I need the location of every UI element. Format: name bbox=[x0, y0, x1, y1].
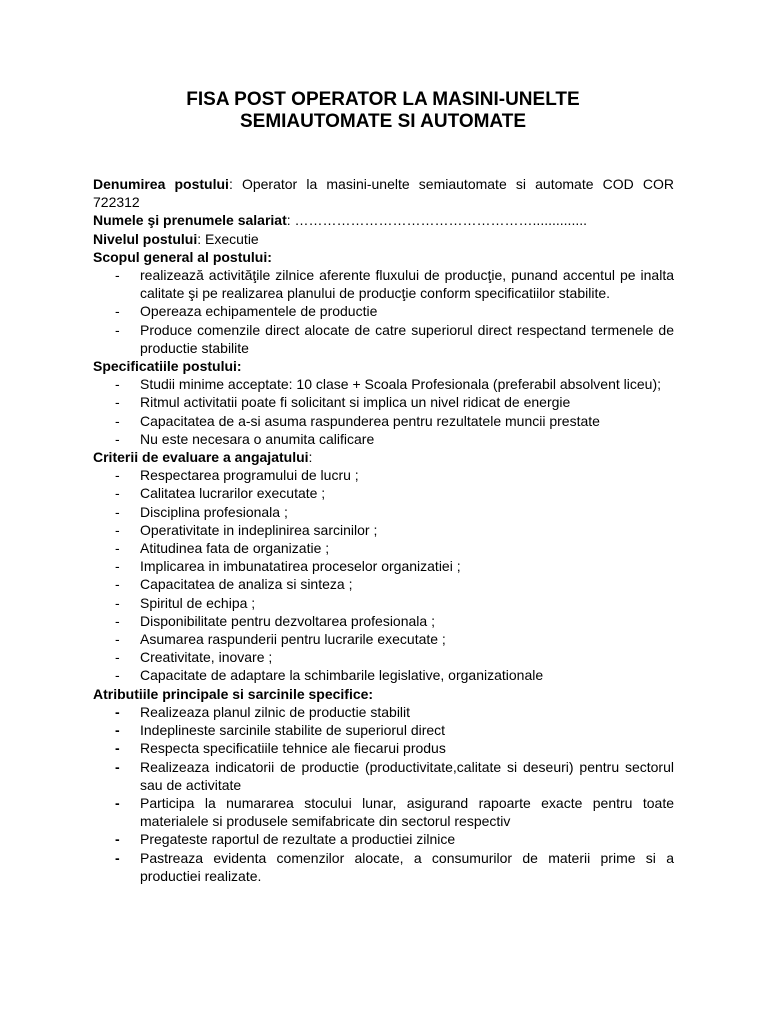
field-numele-label: Numele şi prenumele salariat bbox=[93, 212, 287, 229]
list-item: - Participa la numararea stocului lunar, asigurand rapoarte exacte pentru toate materialele si produsele semifabricate din sectorul respectiv bbox=[115, 794, 674, 830]
list-item: - Produce comenzile direct alocate de catre superiorul direct respectand termenele de productie stabilite bbox=[115, 321, 674, 356]
list-item: - Calitatea lucrarilor executate ; bbox=[115, 485, 326, 502]
field-nivelul bbox=[93, 230, 674, 248]
list-item: - Atitudinea fata de organizatie ; bbox=[115, 540, 330, 557]
list-item: - Asumarea raspunderii pentru lucrarile executate ; bbox=[115, 631, 446, 648]
document-body bbox=[93, 175, 674, 885]
field-numele bbox=[93, 211, 674, 229]
list-item: - Creativitate, inovare ; bbox=[115, 649, 273, 666]
bullet-dash: - bbox=[115, 631, 120, 648]
bullet-dash: - bbox=[115, 612, 120, 629]
list-scopul bbox=[93, 266, 674, 357]
list-atributiile bbox=[93, 703, 674, 885]
section-heading-criterii: Criterii de evaluare a angajatului: bbox=[93, 449, 313, 466]
section-heading-scopul: Scopul general al postului: bbox=[93, 248, 272, 265]
list-item: - Indeplineste sarcinile stabilite de superiorul direct bbox=[115, 722, 446, 739]
list-item: - Implicarea in imbunatatirea proceselor organizatiei ; bbox=[115, 558, 461, 575]
list-item: - Pastreaza evidenta comenzilor alocate, a consumurilor de materii prime si a productiei realizate. bbox=[115, 849, 674, 884]
title-line-2: SEMIAUTOMATE SI AUTOMATE bbox=[239, 111, 527, 132]
bullet-dash: - bbox=[115, 321, 120, 338]
list-item: - realizează activităţile zilnice aferente fluxului de producţie, punand accentul pe inalta calitate şi pe realizarea planului de producţie conform specificatiilor stabilite. bbox=[115, 267, 674, 302]
section-heading-specificatiile: Specificatiile postului: bbox=[93, 358, 242, 375]
list-item: - Ritmul activitatii poate fi solicitant si implica un nivel ridicat de energie bbox=[115, 394, 571, 411]
bullet-dash: - bbox=[115, 703, 120, 720]
bullet-dash: - bbox=[115, 667, 120, 684]
list-item: - Opereaza echipamentele de productie bbox=[115, 303, 378, 320]
bullet-dash: - bbox=[115, 376, 120, 393]
bullet-dash: - bbox=[115, 394, 120, 411]
section-heading-atributiile: Atributiile principale si sarcinile specifice: bbox=[93, 685, 374, 702]
list-criterii bbox=[93, 466, 674, 684]
list-item: - Realizeaza indicatorii de productie (productivitate,calitate si deseuri) pentru sectorul sau de activitate bbox=[115, 758, 674, 793]
list-item: - Studii minime acceptate: 10 clase + Scoala Profesionala (preferabil absolvent liceu); bbox=[115, 376, 662, 393]
bullet-dash: - bbox=[115, 576, 120, 593]
list-item: - Disponibilitate pentru dezvoltarea profesionala ; bbox=[115, 612, 435, 629]
bullet-dash: - bbox=[115, 740, 120, 757]
bullet-dash: - bbox=[115, 540, 120, 557]
bullet-dash: - bbox=[115, 467, 120, 484]
document-title bbox=[93, 89, 673, 133]
bullet-dash: - bbox=[115, 503, 120, 520]
list-item: - Respectarea programului de lucru ; bbox=[115, 467, 359, 484]
bullet-dash: - bbox=[115, 758, 120, 775]
bullet-dash: - bbox=[115, 521, 120, 538]
list-item: - Realizeaza planul zilnic de productie stabilit bbox=[115, 703, 411, 720]
bullet-dash: - bbox=[115, 485, 120, 502]
list-item: - Capacitatea de analiza si sinteza ; bbox=[115, 576, 353, 593]
bullet-dash: - bbox=[115, 412, 120, 429]
bullet-dash: - bbox=[115, 303, 120, 320]
field-denumire-label: Denumirea postului bbox=[93, 176, 229, 192]
field-nivelul-label: Nivelul postului bbox=[93, 230, 198, 247]
list-specificatiile bbox=[93, 375, 674, 448]
bullet-dash: - bbox=[115, 649, 120, 666]
list-item: - Nu este necesara o anumita calificare bbox=[115, 430, 375, 447]
field-denumire bbox=[93, 175, 674, 211]
bullet-dash: - bbox=[115, 430, 120, 447]
bullet-dash: - bbox=[115, 594, 120, 611]
list-item: - Disciplina profesionala ; bbox=[115, 503, 288, 520]
list-item: - Respecta specificatiile tehnice ale fiecarui produs bbox=[115, 740, 446, 757]
list-item: - Spiritul de echipa ; bbox=[115, 594, 256, 611]
list-item: - Operativitate in indeplinirea sarcinilor ; bbox=[115, 521, 378, 538]
bullet-dash: - bbox=[115, 831, 120, 848]
field-denumire-value: : Operator la masini-unelte semiautomate si automate COD COR 722312 bbox=[93, 176, 674, 211]
list-item: - Capacitate de adaptare la schimbarile legislative, organizationale bbox=[115, 667, 544, 684]
bullet-dash: - bbox=[115, 558, 120, 575]
bullet-dash: - bbox=[115, 794, 120, 811]
title-line-1: FISA POST OPERATOR LA MASINI-UNELTE bbox=[186, 89, 580, 110]
list-item: - Pregateste raportul de rezultate a productiei zilnice bbox=[115, 831, 456, 848]
field-numele-value: : …………………………………………….............. bbox=[286, 212, 587, 229]
bullet-dash: - bbox=[115, 722, 120, 739]
list-item: - Capacitatea de a-si asuma raspunderea pentru rezultatele muncii prestate bbox=[115, 412, 600, 429]
bullet-dash: - bbox=[115, 849, 120, 866]
bullet-dash: - bbox=[115, 267, 120, 284]
field-nivelul-value: : Executie bbox=[197, 230, 259, 247]
